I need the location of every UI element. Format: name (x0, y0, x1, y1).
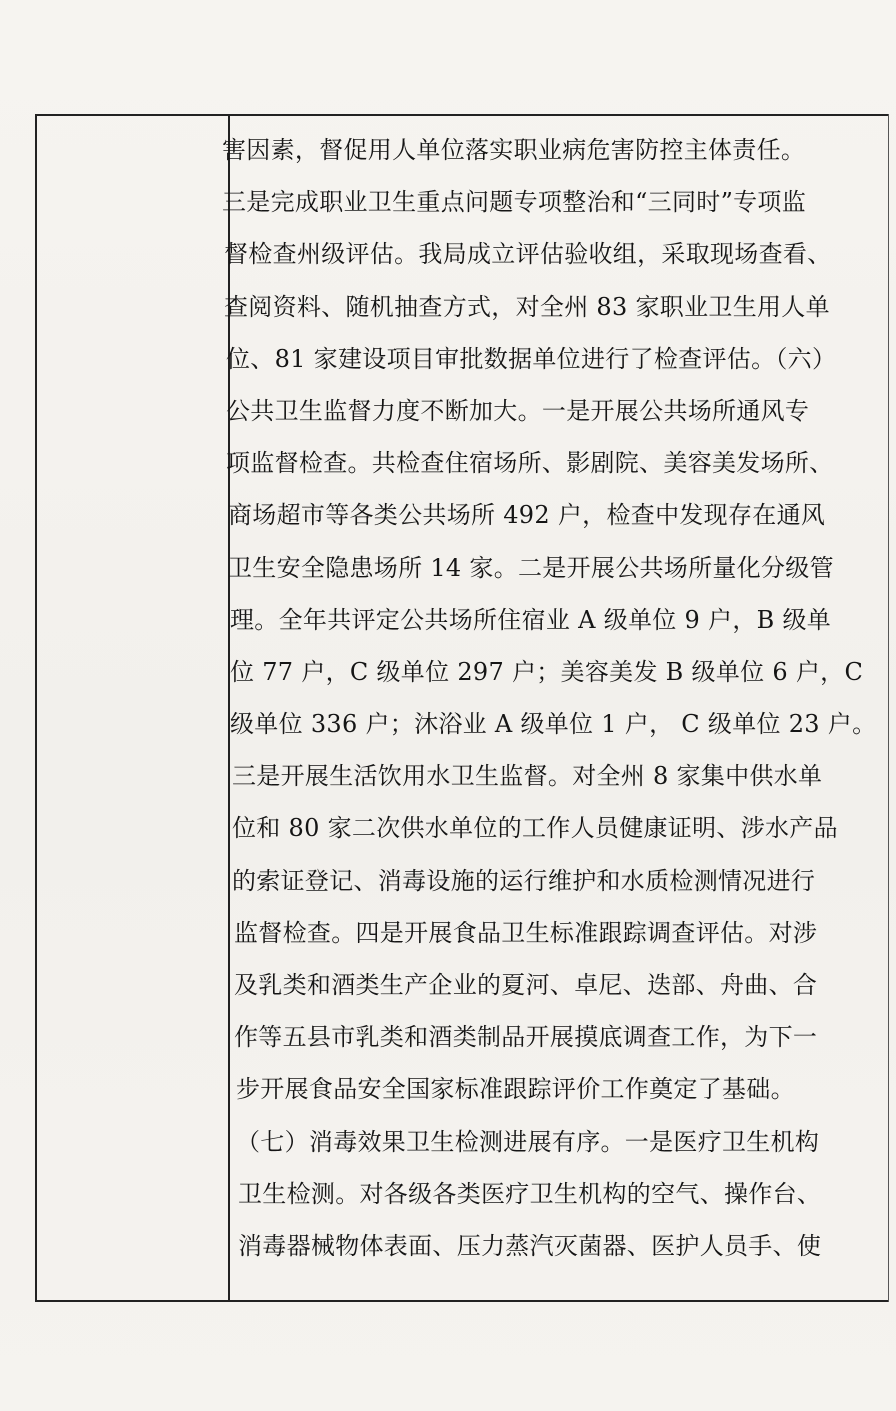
text-line: 公共卫生监督力度不断加大。一是开展公共场所通风专 (226, 396, 810, 425)
text-line: 作等五县市乳类和酒类制品开展摸底调查工作，为下一 (234, 1023, 818, 1052)
text-line: 害因素，督促用人单位落实职业病危害防控主体责任。 (222, 136, 806, 164)
text-line: 三是完成职业卫生重点问题专项整治和“三同时”专项监 (222, 188, 807, 217)
table-right-edge (888, 114, 889, 1302)
text-line: 级单位 336 户；沐浴业 A 级单位 1 户， C 级单位 23 户。 (230, 710, 877, 739)
text-line: 步开展食品安全国家标准跟踪评价工作奠定了基础。 (236, 1075, 795, 1104)
text-line: 位 77 户，C 级单位 297 户；美容美发 B 级单位 6 户，C (230, 657, 864, 686)
text-line: 消毒器械物体表面、压力蒸汽灭菌器、医护人员手、使 (238, 1231, 822, 1260)
text-line: （七）消毒效果卫生检测进展有序。一是医疗卫生机构 (236, 1127, 820, 1156)
text-line: 卫生安全隐患场所 14 家。二是开展公共场所量化分级管 (228, 553, 834, 582)
text-line: 监督检查。四是开展食品卫生标准跟踪调查评估。对涉 (234, 918, 818, 947)
text-line: 项监督检查。共检查住宿场所、影剧院、美容美发场所、 (226, 449, 834, 478)
text-line: 位和 80 家二次供水单位的工作人员健康证明、涉水产品 (232, 814, 838, 843)
left-empty-cell (37, 116, 227, 1300)
body-text-cell (220, 124, 880, 1272)
text-line: 查阅资料、随机抽查方式，对全州 83 家职业卫生用人单 (224, 292, 830, 321)
text-line: 督检查州级评估。我局成立评估验收组，采取现场查看、 (224, 240, 832, 269)
text-line: 及乳类和酒类生产企业的夏河、卓尼、迭部、舟曲、合 (234, 971, 818, 999)
text-line: 卫生检测。对各级各类医疗卫生机构的空气、操作台、 (238, 1179, 822, 1208)
text-line: 三是开展生活饮用水卫生监督。对全州 8 家集中供水单 (232, 762, 823, 791)
text-line: 位、81 家建设项目审批数据单位进行了检查评估。（六） (226, 344, 837, 373)
text-line: 商场超市等各类公共场所 492 户，检查中发现存在通风 (228, 501, 826, 530)
text-line: 理。全年共评定公共场所住宿业 A 级单位 9 户，B 级单 (230, 605, 832, 634)
text-line: 的索证登记、消毒设施的运行维护和水质检测情况进行 (232, 866, 816, 895)
